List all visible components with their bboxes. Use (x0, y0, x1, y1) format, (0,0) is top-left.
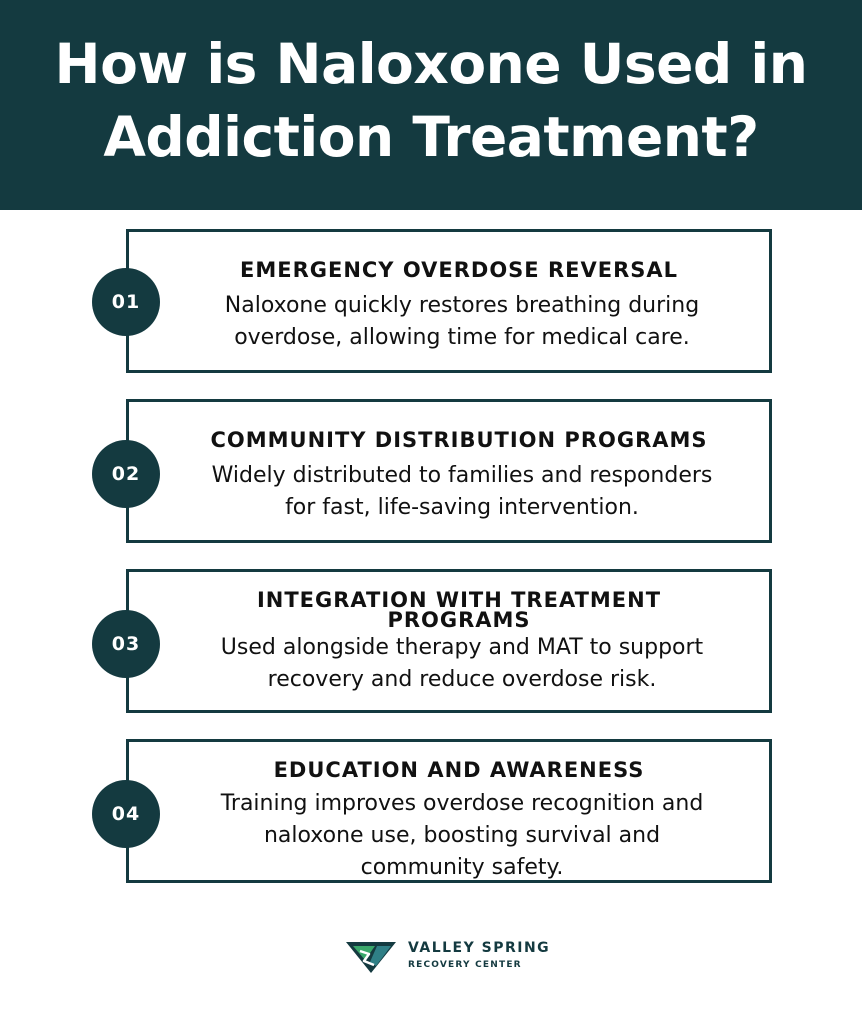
item-text-2 (159, 460, 765, 524)
item-text-4-line-3: community safety. (360, 855, 564, 880)
header-banner (0, 0, 862, 210)
item-card-1 (126, 229, 772, 373)
item-text-2-line-1: Widely distributed to families and responders (211, 463, 713, 488)
item-title-4: EDUCATION AND AWARENESS (273, 758, 645, 782)
item-title-3-line-1: INTEGRATION WITH TREATMENT (256, 588, 662, 612)
item-title-3 (159, 590, 759, 630)
valley-spring-logo-icon (346, 940, 396, 974)
item-number-badge-3: 03 (92, 610, 160, 678)
logo-name: VALLEY SPRING (408, 940, 551, 956)
item-card-2 (126, 399, 772, 543)
page-title-line-2: Addiction Treatment? (103, 105, 759, 169)
item-number-badge-2: 02 (92, 440, 160, 508)
page-title-line-1: How is Naloxone Used in (54, 32, 808, 96)
item-text-4 (159, 788, 765, 884)
item-title-3-line-2: PROGRAMS (387, 608, 531, 632)
item-text-3-line-2: recovery and reduce overdose risk. (267, 667, 657, 692)
item-number-badge-1: 01 (92, 268, 160, 336)
item-text-3 (159, 632, 765, 696)
item-text-4-line-1: Training improves overdose recognition and (220, 791, 704, 816)
valley-spring-logo (346, 938, 566, 978)
item-title-2: COMMUNITY DISTRIBUTION PROGRAMS (210, 428, 708, 452)
item-number-badge-4: 04 (92, 780, 160, 848)
item-text-1 (159, 290, 765, 354)
item-text-1-line-2: overdose, allowing time for medical care. (234, 325, 690, 350)
item-text-2-line-2: for fast, life-saving intervention. (285, 495, 639, 520)
page-title (0, 28, 862, 174)
item-text-1-line-1: Naloxone quickly restores breathing during (224, 293, 700, 318)
item-card-3 (126, 569, 772, 713)
item-text-4-line-2: naloxone use, boosting survival and (263, 823, 661, 848)
item-card-4 (126, 739, 772, 883)
item-text-3-line-1: Used alongside therapy and MAT to support (220, 635, 704, 660)
logo-subtitle: RECOVERY CENTER (408, 960, 522, 970)
item-title-1: EMERGENCY OVERDOSE REVERSAL (239, 258, 678, 282)
